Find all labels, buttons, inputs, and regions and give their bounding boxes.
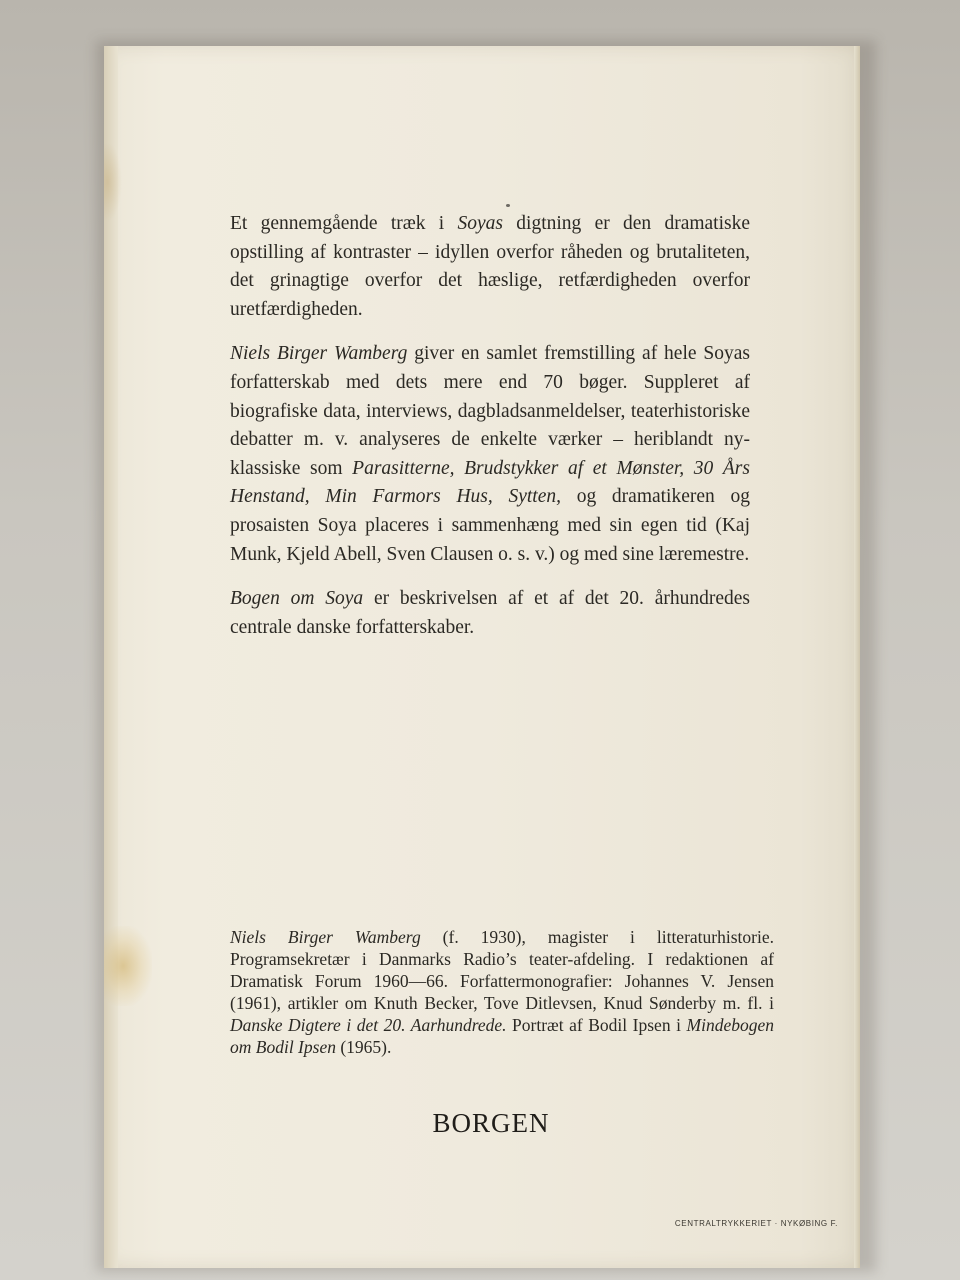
blurb-paragraph-1	[230, 210, 750, 324]
blurb-p2-span: og dramatikeren og prosaisten Soya placeres i sammenhæng med sin egen tid (Kaj Munk, Kjeld Abell, Sven Clausen o. s. v.) og med sine læremestre.	[230, 486, 750, 565]
blurb-p1-span: Et gennemgående træk i	[230, 213, 458, 234]
blurb-p2-span: giver en samlet fremstilling af hele Soyas forfatterskab med dets mere end 70 bøger. Suppleret af biografiske data, interviews, dagbladsanmeldelser, teaterhistoriske debatter m. v. analyseres de enkelte værker – heriblandt ny-klassiske som	[230, 343, 750, 479]
cover-left-edge	[104, 46, 118, 1268]
publisher-name: BORGEN	[432, 1108, 550, 1138]
blurb-paragraph-2	[230, 340, 750, 569]
blurb-p2-italic: Parasitterne, Brudstykker af et Mønster, 30 Års Henstand, Min Farmors Hus, Sytten,	[230, 457, 750, 508]
cover-stain	[104, 926, 152, 1006]
bio-span: (f. 1930), magister i litteraturhistorie. Programsekretær i Danmarks Radio’s teater-afdeling. I redaktionen af Dramatisk Forum 1960—66. Forfattermonografier: Johannes V. Jensen (1961), artikler om Knuth Becker, Tove Ditlevsen, Knud Sønderby m. fl. i	[230, 927, 774, 1013]
printer-imprint: CENTRALTRYKKERIET · NYKØBING F.	[674, 1219, 838, 1228]
blurb-p2-italic: Niels Birger Wamberg	[230, 343, 408, 365]
cover-speck	[506, 204, 510, 207]
blurb-p3-italic: Bogen om Soya	[230, 588, 364, 610]
author-bio-paragraph	[230, 926, 774, 1058]
blurb-p3-span: er beskrivelsen af et af det 20. århundredes centrale danske forfatterskaber.	[230, 588, 750, 638]
blurb-paragraph-3	[230, 585, 750, 642]
bio-italic: Danske Digtere i det 20. Aarhundrede.	[230, 1015, 507, 1035]
bio-italic: Niels Birger Wamberg	[230, 927, 421, 947]
cover-stain-top	[104, 142, 122, 222]
blurb-p1-italic: Soyas	[457, 213, 503, 234]
author-bio	[230, 926, 774, 1058]
bio-span: Portræt af Bodil Ipsen i	[506, 1015, 687, 1035]
cover-right-edge	[854, 46, 860, 1268]
bio-italic: Mindebogen om Bodil Ipsen	[230, 1015, 774, 1057]
blurb-p1-span: digtning er den dramatiske opstilling af kontraster – idyllen overfor råheden og brutaliteten, det grinagtige overfor det hæslige, retfærdigheden overfor uretfærdigheden.	[230, 213, 750, 320]
bio-span: (1965).	[335, 1037, 392, 1057]
blurb-text	[230, 210, 750, 658]
book-back-cover	[104, 46, 860, 1268]
